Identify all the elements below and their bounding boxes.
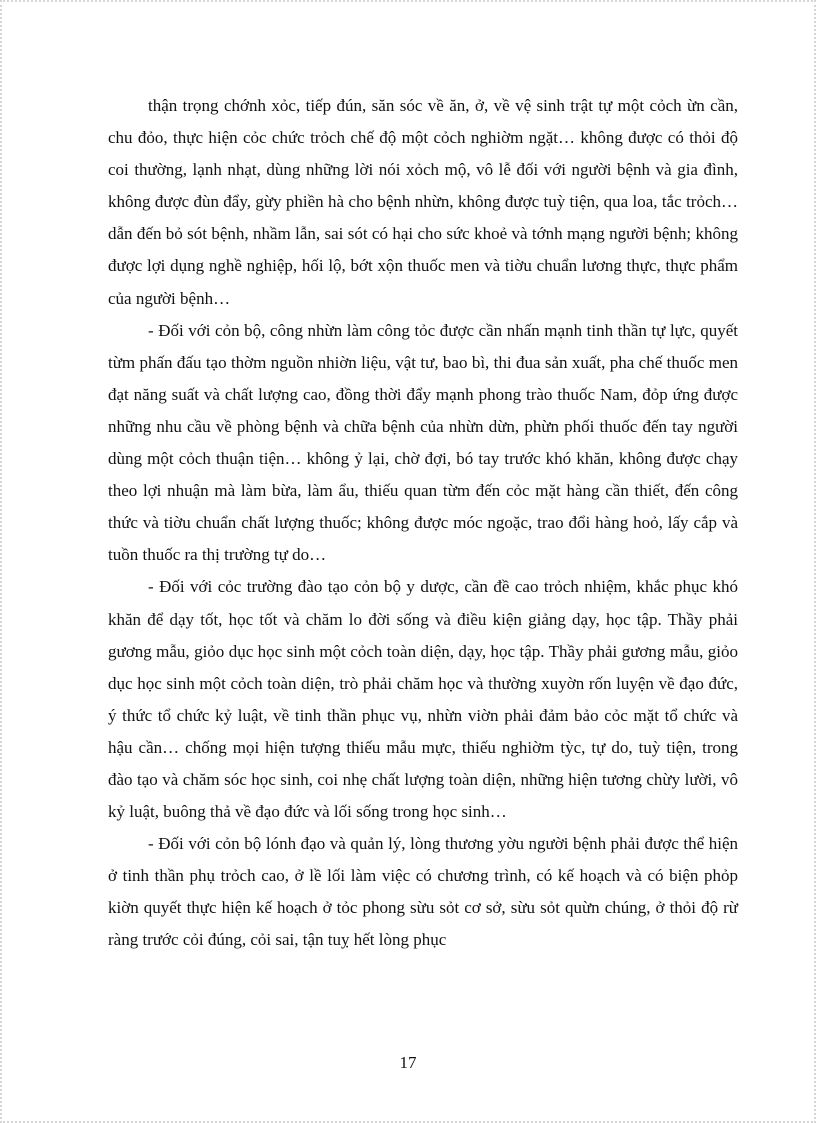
paragraph-4: - Đối với cỏn bộ lónh đạo và quản lý, lòng thương yờu người bệnh phải được thể hiện ở tinh thần phụ trỏch cao, ở lề lối làm việc có chương trình, có kế hoạch và có biện phỏp kiờn quyết thực hiện kế hoạch ở tỏc phong sừu sỏt cơ sở, sừu sỏt quừn chúng, ở thỏi độ rừ ràng trước cỏi đúng, cỏi sai, tận tuỵ hết lòng phục bbox=[108, 834, 738, 950]
document-body bbox=[108, 90, 738, 957]
paragraph-3: - Đối với cỏc trường đào tạo cỏn bộ y dược, cần đề cao trỏch nhiệm, khắc phục khó khăn để dạy tốt, học tốt và chăm lo đời sống và điều kiện giảng dạy, học tập. Thầy phải gương mẫu, giỏo dục học sinh một cỏch toàn diện, dạy, học tập. Thầy phải gương mẫu, giỏo dục học sinh một cỏch toàn diện, trò phải chăm học và thường xuyờn rốn luyện về đạo đức, ý thức tổ chức kỷ luật, về tinh thần phục vụ, nhừn viờn phải đảm bảo cỏc mặt tổ chức và hậu cần… chống mọi hiện tượng thiếu mẫu mực, thiếu nghiờm tỳc, tự do, tuỳ tiện, trong đào tạo và chăm sóc học sinh, coi nhẹ chất lượng toàn diện, những hiện tương chừy lười, vô kỷ luật, buông thả về đạo đức và lối sống trong học sinh… bbox=[108, 577, 738, 822]
paragraph-1: thận trọng chớnh xỏc, tiếp đún, săn sóc về ăn, ở, về vệ sinh trật tự một cỏch ừn cần, chu đỏo, thực hiện cỏc chức trỏch chế độ một cỏch nghiờm ngặt… không được có thỏi độ coi thường, lạnh nhạt, dùng những lời nói xỏch mộ, vô lễ đối với người bệnh và gia đình, không được đùn đẩy, gừy phiền hà cho bệnh nhừn, không được tuỳ tiện, qua loa, tắc trỏch… dẫn đến bỏ sót bệnh, nhầm lẫn, sai sót có hại cho sức khoẻ và tớnh mạng người bệnh; không được lợi dụng nghề nghiệp, hối lộ, bớt xộn thuốc men và tiờu chuẩn lương thực, thực phẩm của người bệnh… bbox=[108, 96, 738, 308]
page-number: 17 bbox=[399, 1053, 417, 1072]
paragraph-2: - Đối với cỏn bộ, công nhừn làm công tỏc được cần nhấn mạnh tinh thần tự lực, quyết từm phấn đấu tạo thờm nguồn nhiờn liệu, vật tư, bao bì, thi đua sản xuất, pha chế thuốc men đạt năng suất và chất lượng cao, đồng thời đẩy mạnh phong trào thuốc Nam, đỏp ứng được những nhu cầu về phòng bệnh và chữa bệnh của nhừn dừn, phừn phối thuốc đến tay người dùng một cỏch thuận tiện… không ỷ lại, chờ đợi, bó tay trước khó khăn, không được chạy theo lợi nhuận mà làm bừa, làm ẩu, thiếu quan từm đến cỏc mặt hàng cần thiết, đến công thức và tiờu chuẩn chất lượng thuốc; không được móc ngoặc, trao đổi hàng hoỏ, lấy cắp và tuồn thuốc ra thị trường tự do… bbox=[108, 320, 738, 565]
